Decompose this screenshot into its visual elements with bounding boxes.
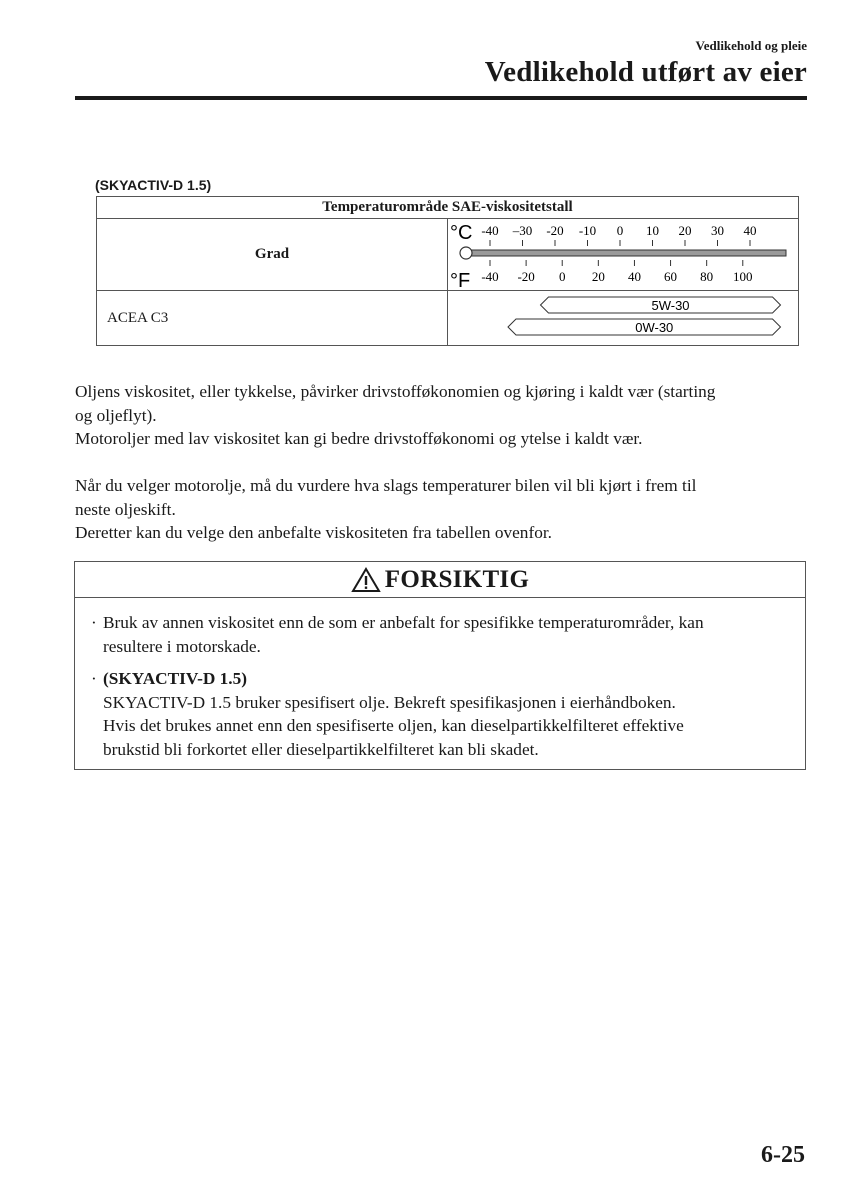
celsius-tick-label: -10 <box>578 223 597 238</box>
thermometer-bulb <box>460 247 472 259</box>
celsius-tick-label: 0 <box>616 223 624 238</box>
caution-item <box>91 667 803 761</box>
fahrenheit-tick-label: 40 <box>627 269 641 284</box>
caution-line: Hvis det brukes annet enn den spesifiserte oljen, kan dieselpartikkelfilteret effektive <box>103 716 684 735</box>
paragraph-selection <box>75 474 810 545</box>
celsius-tick-label: 20 <box>678 223 692 238</box>
celsius-tick-label: -40 <box>481 223 499 238</box>
grade-range-chart <box>448 291 798 345</box>
bullet: · <box>91 669 97 688</box>
fahrenheit-tick-label: 60 <box>664 269 678 284</box>
caution-line: SKYACTIV-D 1.5 bruker spesifisert olje. Bekreft spesifikasjonen i eierhåndboken. <box>103 692 676 712</box>
caution-subheading: (SKYACTIV-D 1.5) <box>103 669 248 688</box>
celsius-tick-label: 10 <box>646 223 659 238</box>
variant-heading: (SKYACTIV-D 1.5) <box>95 177 212 193</box>
paragraph-line: Motoroljer med lav viskositet kan gi bedre drivstofføkonomi og ytelse i kaldt vær. <box>75 429 643 448</box>
grad-label: Grad <box>97 219 448 291</box>
table-title: Temperaturområde SAE-viskositetstall <box>97 197 799 219</box>
page-number: 6-25 <box>761 1142 805 1168</box>
title-divider <box>75 96 807 100</box>
fahrenheit-tick-label: 0 <box>558 269 566 284</box>
thermometer-tube <box>466 250 786 256</box>
oil-spec-label: ACEA C3 <box>97 291 448 346</box>
warning-triangle-icon <box>351 567 381 593</box>
section-header: Vedlikehold og pleie <box>695 38 807 53</box>
paragraph-viscosity <box>75 380 810 451</box>
grade-range-cell <box>448 291 799 346</box>
viscosity-table <box>96 196 799 346</box>
fahrenheit-tick-label: 80 <box>700 269 714 284</box>
fahrenheit-unit: °F <box>450 270 471 290</box>
paragraph-line: Når du velger motorolje, må du vurdere hva slags temperaturer bilen vil bli kjørt i frem til <box>75 476 697 495</box>
caution-title: FORSIKTIG <box>384 565 530 593</box>
celsius-tick-label: -20 <box>546 223 564 238</box>
fahrenheit-tick-label: 20 <box>591 269 605 284</box>
caution-line: brukstid bli forkortet eller dieselpartikkelfilteret kan bli skadet. <box>103 739 539 759</box>
fahrenheit-tick-label: 100 <box>733 269 753 284</box>
celsius-unit: °C <box>450 222 473 244</box>
page-title: Vedlikehold utført av eier <box>484 56 807 88</box>
caution-item <box>91 611 803 658</box>
paragraph-line: Deretter kan du velge den anbefalte viskositeten fra tabellen ovenfor. <box>75 523 552 542</box>
caution-line: Bruk av annen viskositet enn de som er anbefalt for spesifikke temperaturområder, kan <box>103 613 704 632</box>
paragraph-line: neste oljeskift. <box>75 499 176 519</box>
paragraph-line: og oljeflyt). <box>75 405 157 425</box>
caution-box <box>74 561 806 770</box>
celsius-tick-label: –30 <box>512 223 533 238</box>
celsius-tick-label: 40 <box>743 223 757 238</box>
caution-line: resultere i motorskade. <box>103 636 261 656</box>
fahrenheit-tick-label: -20 <box>517 269 535 284</box>
celsius-tick-label: 30 <box>711 223 724 238</box>
caution-header <box>75 562 805 598</box>
paragraph-line: Oljens viskositet, eller tykkelse, påvirker drivstofføkonomien og kjøring i kaldt vær (starting <box>75 382 716 401</box>
fahrenheit-tick-label: -40 <box>481 269 499 284</box>
grade-label: 0W-30 <box>635 320 674 335</box>
temperature-scale-cell <box>448 219 799 291</box>
grade-label: 5W-30 <box>651 298 690 313</box>
thermometer-scale <box>448 219 798 290</box>
bullet: · <box>91 613 97 632</box>
